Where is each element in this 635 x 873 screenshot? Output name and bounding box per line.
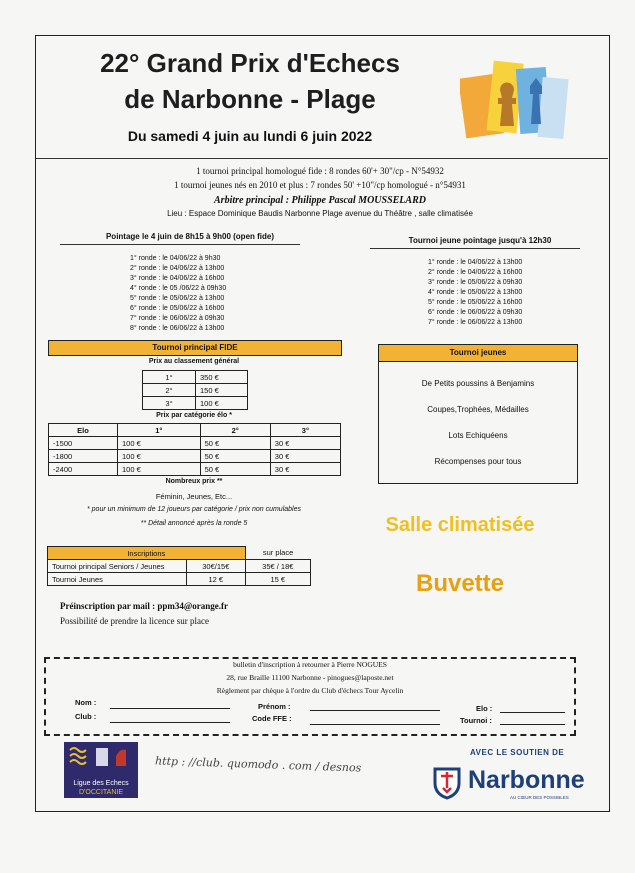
ligue-line-1: Ligue des Echecs: [73, 780, 129, 787]
buvette: Buvette: [415, 570, 505, 597]
elo-field[interactable]: [500, 712, 565, 713]
table-row: -1800 100 € 50 € 30 €: [49, 450, 341, 463]
nombreux-list: Féminin, Jeunes, Etc...: [155, 492, 233, 501]
ligue-logo: [64, 742, 138, 798]
table-row: -1500 100 € 50 € 30 €: [49, 437, 341, 450]
round-main: 8° ronde : le 06/06/22 à 13h00: [130, 325, 225, 332]
preinscription: Préinscription par mail : ppm34@orange.fr: [60, 601, 228, 611]
nom-field[interactable]: [110, 708, 230, 709]
prenom-label: Prénom :: [258, 702, 291, 711]
round-main: 1° ronde : le 04/06/22 à 9h30: [130, 255, 221, 262]
ligue-waves-icon: [64, 742, 138, 772]
elo-table: [48, 423, 341, 476]
title-line-2: de Narbonne - Plage: [124, 84, 376, 114]
jeunes-item: De Petits poussins à Benjamins: [421, 379, 535, 388]
round-jeune: 1° ronde : le 04/06/22 à 13h00: [428, 259, 523, 266]
codeffe-field[interactable]: [310, 724, 440, 725]
rounds-main-list: [130, 254, 270, 334]
note-2: ** Détail annoncé après la ronde 5: [140, 520, 248, 527]
licence-info: Possibilité de prendre la licence sur place: [60, 616, 209, 626]
club-field[interactable]: [110, 722, 230, 723]
chess-pieces-logo: [460, 58, 570, 148]
info-line-1: 1 tournoi principal homologué fide : 8 rondes 60'+ 30"/cp - N°54932: [196, 166, 444, 176]
round-jeune: 3° ronde : le 05/06/22 à 09h30: [428, 279, 523, 286]
principal-header: Tournoi principal FIDE: [48, 340, 342, 356]
dates: Du samedi 4 juin au lundi 6 juin 2022: [127, 128, 373, 144]
elo-title: Prix par catégorie élo *: [156, 412, 232, 419]
table-row: -2400 100 € 50 € 30 €: [49, 463, 341, 476]
narbonne-wordmark: Narbonne: [468, 766, 585, 794]
bulletin-line-1: bulletin d'inscription à retourner à Pierre NOGUES: [233, 660, 387, 669]
nom-label: Nom :: [75, 698, 97, 707]
round-main: 2° ronde : le 04/06/22 à 13h00: [130, 265, 225, 272]
table-row: 3° 100 €: [143, 397, 248, 410]
round-main: 3° ronde : le 04/06/22 à 16h00: [130, 275, 225, 282]
round-main: 6° ronde : le 05/06/22 à 16h00: [130, 305, 225, 312]
table-row: 2° 150 €: [143, 384, 248, 397]
jeunes-item: Coupes,Trophées, Médailles: [427, 405, 529, 414]
title-line-1: 22° Grand Prix d'Echecs: [100, 48, 400, 78]
table-row: 1° 350 €: [143, 371, 248, 384]
pointage-main: Pointage le 4 juin de 8h15 à 9h00 (open fide): [105, 232, 275, 241]
table-header: Elo 1° 2° 3°: [49, 424, 341, 437]
tournoi-field[interactable]: [500, 724, 565, 725]
round-jeune: 6° ronde : le 06/06/22 à 09h30: [428, 309, 523, 316]
round-jeune: 7° ronde : le 06/06/22 à 13h00: [428, 319, 523, 326]
handwritten-url: http : //club. quomodo . com / desnos: [154, 754, 362, 775]
general-title: Prix au classement général: [148, 358, 240, 365]
jeunes-header: Tournoi jeunes: [379, 345, 577, 362]
jeunes-item: Lots Echiquéens: [448, 431, 508, 440]
inscriptions-table: [47, 546, 311, 586]
bulletin-line-3: Règlement par chèque à l'ordre du Club d'échecs Tour Aycelin: [216, 686, 404, 695]
narbonne-tagline: AU CŒUR DES POSSIBLES: [510, 795, 569, 800]
soutien-label: AVEC LE SOUTIEN DE: [470, 748, 565, 757]
arbitre: Arbitre principal : Philippe Pascal MOUSSELARD: [214, 195, 426, 206]
prenom-field[interactable]: [310, 710, 440, 711]
round-jeune: 5° ronde : le 05/06/22 à 16h00: [428, 299, 523, 306]
table-row: Tournoi principal Seniors / Jeunes 30€/15€ 35€ / 18€: [48, 560, 311, 573]
salle-climatisee: Salle climatisée: [385, 514, 535, 536]
tournoi-label: Tournoi :: [460, 716, 492, 725]
rounds-jeune-list: [428, 258, 568, 328]
table-row: Tournoi Jeunes 12 € 15 €: [48, 573, 311, 586]
round-jeune: 2° ronde : le 04/06/22 à 16h00: [428, 269, 523, 276]
bulletin-line-2: 28, rue Braille 11100 Narbonne - pinogues@laposte.net: [226, 673, 394, 682]
info-line-2: 1 tournoi jeunes nés en 2010 et plus : 7 rondes 50' +10"/cp homologué - n°54931: [174, 180, 466, 190]
ligue-line-2: D'OCCITANIE: [79, 789, 123, 796]
jeunes-item: Récompenses pour tous: [434, 457, 522, 466]
codeffe-label: Code FFE :: [252, 714, 292, 723]
round-main: 4° ronde : le 05 /06/22 à 09h30: [130, 285, 227, 292]
round-main: 7° ronde : le 06/06/22 à 09h30: [130, 315, 225, 322]
round-main: 5° ronde : le 05/06/22 à 13h00: [130, 295, 225, 302]
lieu: Lieu : Espace Dominique Baudis Narbonne Plage avenue du Théâtre , salle climatisée: [167, 209, 473, 218]
narbonne-shield-icon: [432, 766, 462, 800]
pointage-jeune: Tournoi jeune pointage jusqu'à 12h30: [408, 236, 552, 245]
elo-label: Elo :: [476, 704, 493, 713]
jeunes-box: [378, 344, 578, 484]
round-jeune: 4° ronde : le 05/06/22 à 13h00: [428, 289, 523, 296]
table-header: Inscriptions sur place: [48, 547, 311, 560]
nombreux: Nombreux prix **: [165, 478, 223, 485]
club-label: Club :: [75, 712, 97, 721]
general-table: [142, 370, 248, 410]
note-1: * pour un minimum de 12 joueurs par catégorie / prix non cumulables: [86, 506, 301, 513]
